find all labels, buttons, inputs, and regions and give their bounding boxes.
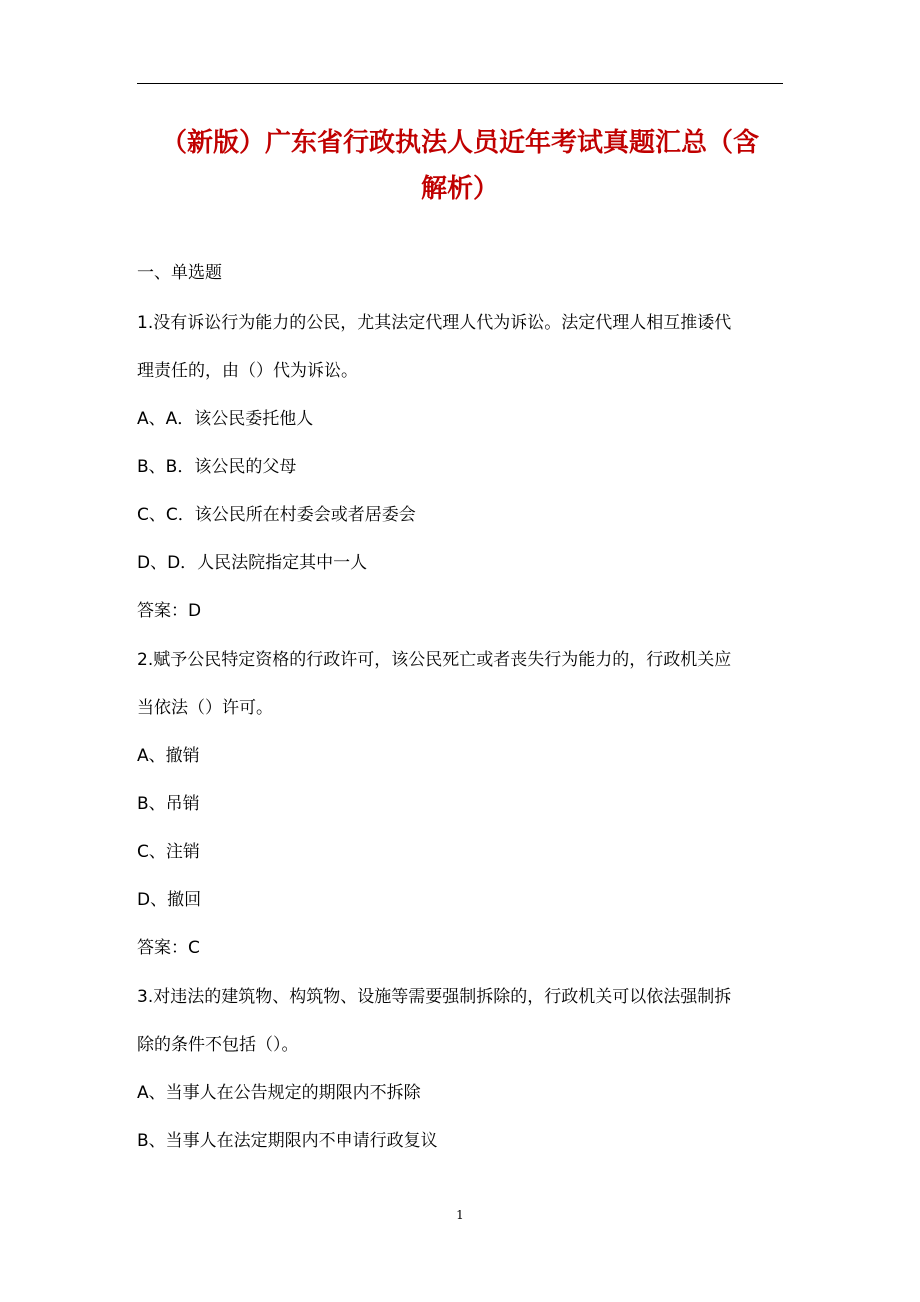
question-2-stem-line-1: 2.赋予公民特定资格的行政许可，该公民死亡或者丧失行为能力的，行政机关应 [137, 650, 732, 670]
header-rule [137, 83, 783, 84]
page-number: 1 [456, 1208, 464, 1222]
question-2-option-a: A、撤销 [137, 746, 200, 766]
question-1-option-d: D、D．人民法院指定其中一人 [137, 553, 368, 573]
question-2-answer: 答案：C [137, 938, 200, 958]
question-2-stem-line-2: 当依法（）许可。 [137, 698, 273, 718]
title-line-2: 解析） [420, 174, 499, 204]
question-1-option-b: B、B．该公民的父母 [137, 457, 297, 477]
question-2-option-d: D、撤回 [137, 890, 202, 910]
section-heading: 一、单选题 [137, 263, 222, 283]
question-3-stem-line-1: 3.对违法的建筑物、构筑物、设施等需要强制拆除的，行政机关可以依法强制拆 [137, 987, 732, 1007]
title-line-1: （新版）广东省行政执法人员近年考试真题汇总（含 [160, 128, 759, 158]
question-3-option-b: B、当事人在法定期限内不申请行政复议 [137, 1131, 438, 1151]
question-1-option-a: A、A．该公民委托他人 [137, 409, 314, 429]
question-1-stem-line-2: 理责任的，由（）代为诉讼。 [137, 361, 358, 381]
question-2-option-c: C、注销 [137, 842, 200, 862]
question-2-option-b: B、吊销 [137, 794, 200, 814]
question-1-stem-line-1: 1.没有诉讼行为能力的公民，尤其法定代理人代为诉讼。法定代理人相互推诿代 [137, 313, 732, 333]
question-1-answer: 答案：D [137, 601, 202, 621]
question-3-option-a: A、当事人在公告规定的期限内不拆除 [137, 1083, 421, 1103]
question-3-stem-line-2: 除的条件不包括（）。 [137, 1035, 299, 1055]
document-title [120, 120, 800, 212]
question-1-option-c: C、C．该公民所在村委会或者居委会 [137, 505, 416, 525]
